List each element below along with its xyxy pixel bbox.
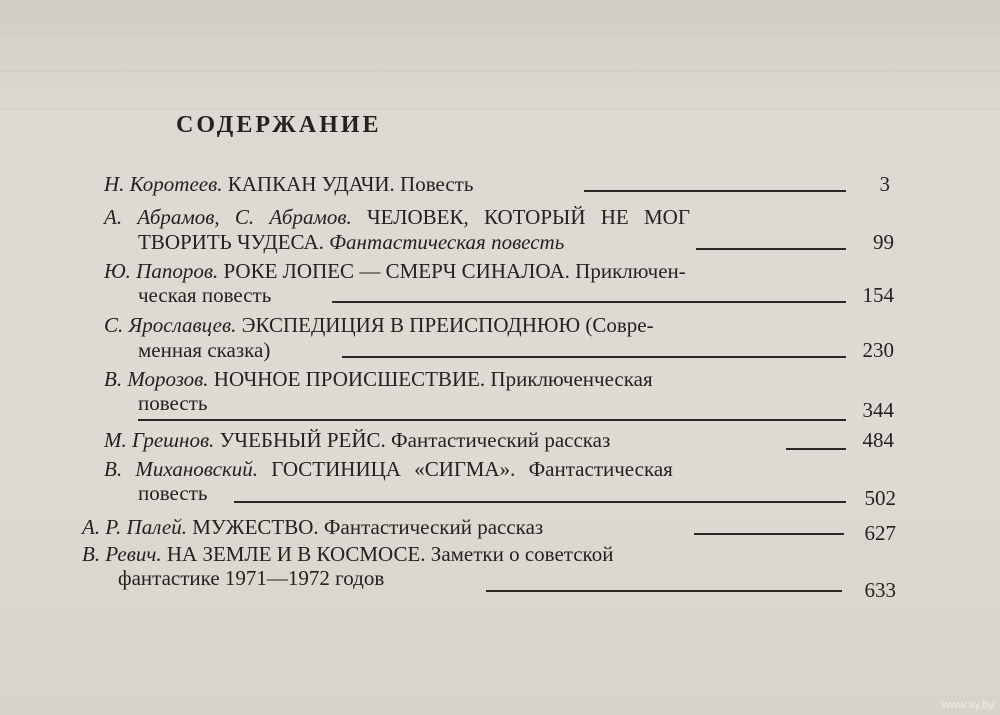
entry-page-number: 154 — [862, 283, 894, 307]
entry-title: РОКЕ ЛОПЕС — СМЕРЧ СИНАЛОА. Приключен- — [223, 259, 686, 283]
dot-leader — [584, 190, 846, 192]
entry-author: В. Михановский. — [104, 457, 259, 481]
entry-line — [82, 542, 613, 566]
entry-title: КАПКАН УДАЧИ. — [227, 172, 395, 196]
entry-page-number: 633 — [864, 578, 896, 602]
entry-genre: менная сказка) — [138, 338, 271, 362]
page-title: СОДЕРЖАНИЕ — [176, 112, 382, 138]
entry-line — [104, 457, 673, 481]
entry-line — [138, 391, 207, 415]
entry-line — [104, 428, 610, 452]
entry-line — [118, 566, 384, 590]
entry-title: НА ЗЕМЛЕ И В КОСМОСЕ. Заметки о советской — [166, 542, 614, 566]
dot-leader — [694, 533, 844, 535]
entry-page-number: 230 — [862, 338, 894, 362]
entry-line — [104, 367, 653, 391]
entry-line — [104, 205, 690, 229]
watermark: www.ay.by — [942, 699, 994, 711]
entry-page-number: 484 — [862, 428, 894, 452]
entry-title: НОЧНОЕ ПРОИСШЕСТВИЕ. Приключенческая — [213, 367, 653, 391]
dot-leader — [138, 419, 846, 421]
entry-page-number: 627 — [864, 521, 896, 545]
entry-page-number: 344 — [862, 398, 894, 422]
entry-author: Ю. Папоров. — [104, 259, 219, 283]
entry-genre: Повесть — [400, 172, 474, 196]
dot-leader — [332, 301, 846, 303]
entry-genre: ческая повесть — [138, 283, 272, 307]
dot-leader — [696, 248, 846, 250]
entry-line — [82, 515, 543, 539]
entry-line — [138, 481, 207, 505]
entry-title: ГОСТИНИЦА «СИГМА». Фантастическая — [271, 457, 673, 481]
entry-author: Н. Коротеев. — [104, 172, 223, 196]
entry-author: В. Ревич. — [82, 542, 162, 566]
entry-author: С. Ярославцев. — [104, 313, 237, 337]
entry-genre: Фантастическая повесть — [329, 230, 565, 254]
entry-line — [138, 283, 271, 307]
entry-genre: фантастике 1971—1972 годов — [118, 566, 385, 590]
entry-genre: повесть — [138, 481, 208, 505]
entry-author: В. Морозов. — [104, 367, 209, 391]
entry-line — [104, 172, 473, 196]
entry-line — [104, 259, 686, 283]
show-through-text — [0, 0, 1000, 110]
entry-page-number: 502 — [864, 486, 896, 510]
entry-author: А. Р. Палей. — [82, 515, 187, 539]
entry-line — [138, 230, 564, 254]
entry-line — [104, 313, 654, 337]
entry-title: УЧЕБНЫЙ РЕЙС. Фантастический рассказ — [219, 428, 611, 452]
dot-leader — [234, 501, 846, 503]
entry-title: ЭКСПЕДИЦИЯ В ПРЕИСПОДНЮЮ (Совре- — [241, 313, 654, 337]
dot-leader — [486, 590, 842, 592]
entry-page-number: 3 — [879, 172, 890, 196]
entry-genre: повесть — [138, 391, 208, 415]
entry-page-number: 99 — [873, 230, 894, 254]
dot-leader — [342, 356, 846, 358]
entry-line — [138, 338, 270, 362]
entry-author: М. Грешнов. — [104, 428, 215, 452]
entry-author: А. Абрамов, С. Абрамов. — [104, 205, 352, 229]
entry-title: ЧЕЛОВЕК, КОТОРЫЙ НЕ МОГ — [367, 205, 690, 229]
entry-title: ТВОРИТЬ ЧУДЕСА. — [138, 230, 324, 254]
entry-title: МУЖЕСТВО. Фантастический рассказ — [192, 515, 544, 539]
